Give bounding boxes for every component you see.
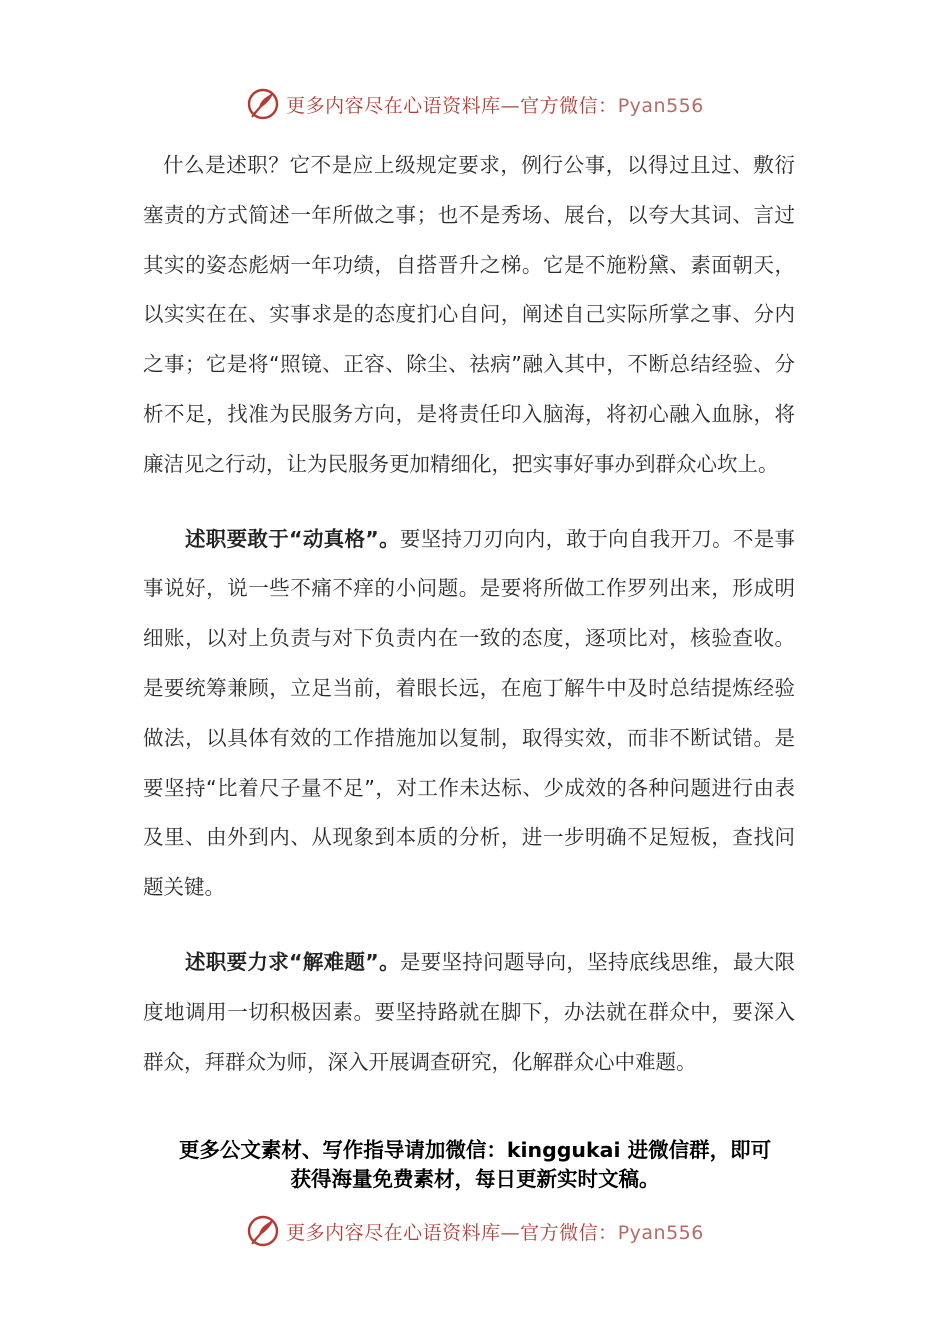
header-banner-title: 更多内容尽在心语资料库 <box>286 94 501 117</box>
feather-pen-logo-icon <box>246 87 280 121</box>
paragraph-intro <box>143 141 795 490</box>
footer-banner-wechat-label: 官方微信： <box>520 1221 618 1244</box>
document-body <box>143 141 795 1087</box>
section-1-heading: 述职要敢于“动真格”。 <box>185 526 400 551</box>
paragraph-intro-text: 什么是述职？它不是应上级规定要求，例行公事，以得过且过、敷衍塞责的方式简述一年所做之事；也不是秀场、展台，以夸大其词、言过其实的姿态彪炳一年功绩，自搭晋升之梯。它是不施粉黛、素面朝天，以实实在在、实事求是的态度扪心自问，阐述自己实际所掌之事、分内之事；它是将“照镜、正容、除尘、祛病”融入其中，不断总结经验、分析不足，找准为民服务方向，是将责任印入脑海，将初心融入血脉，将廉洁见之行动，让为民服务更加精细化，把实事好事办到群众心坎上。 <box>143 153 795 476</box>
feather-pen-logo-icon <box>246 1214 280 1248</box>
header-banner-wechat-label: 官方微信： <box>520 94 618 117</box>
paragraph-gap <box>143 490 795 515</box>
footer-banner <box>0 1206 950 1256</box>
header-banner-wechat-id: Pyan556 <box>617 94 704 117</box>
paragraph-section-2 <box>143 938 795 1087</box>
footer-banner-wechat-id: Pyan556 <box>617 1221 704 1244</box>
promo-notice <box>143 1136 807 1194</box>
footer-banner-text <box>286 1218 704 1245</box>
promo-line-1: 更多公文素材、写作指导请加微信：kinggukai 进微信群，即可 <box>178 1138 772 1162</box>
header-banner <box>0 79 950 129</box>
paragraph-section-1 <box>143 515 795 913</box>
section-2-heading: 述职要力求“解难题”。 <box>185 949 400 974</box>
footer-banner-separator: — <box>500 1221 521 1244</box>
header-banner-separator: — <box>500 94 521 117</box>
promo-line-2: 获得海量免费素材，每日更新实时文稿。 <box>290 1167 660 1191</box>
footer-banner-title: 更多内容尽在心语资料库 <box>286 1221 501 1244</box>
section-2-text: 是要坚持问题导向，坚持底线思维，最大限度地调用一切积极因素。要坚持路就在脚下，办法就在群众中，要深入群众，拜群众为师，深入开展调查研究，化解群众心中难题。 <box>143 949 796 1074</box>
header-banner-text <box>286 91 704 118</box>
paragraph-gap <box>143 913 795 938</box>
section-1-text: 要坚持刀刃向内，敢于向自我开刀。不是事事说好，说一些不痛不痒的小问题。是要将所做工作罗列出来，形成明细账，以对上负责与对下负责内在一致的态度，逐项比对，核验查收。是要统筹兼顾，立足当前，着眼长远，在庖丁解牛中及时总结提炼经验做法，以具体有效的工作措施加以复制，取得实效，而非不断试错。是要坚持“比着尺子量不足”，对工作未达标、少成效的各种问题进行由表及里、由外到内、从现象到本质的分析，进一步明确不足短板，查找问题关键。 <box>143 526 796 900</box>
